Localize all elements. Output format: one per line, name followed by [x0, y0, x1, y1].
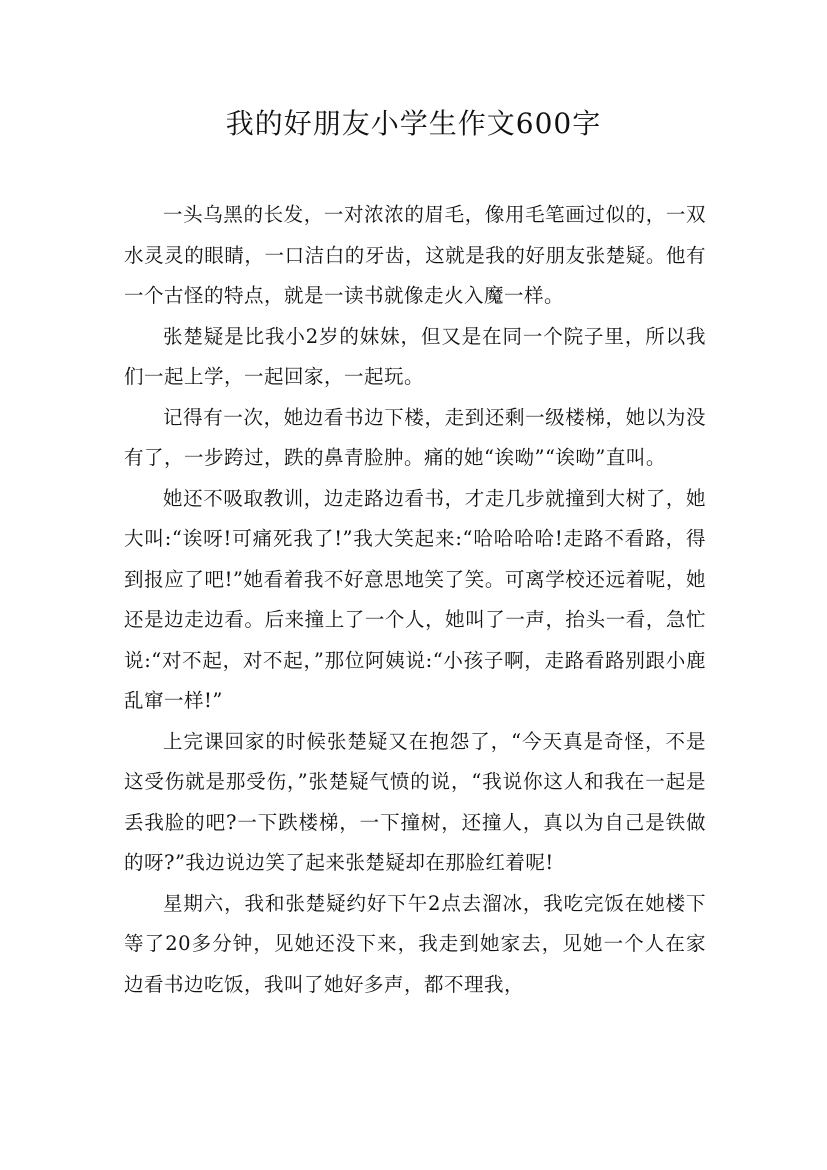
paragraph-6: 星期六，我和张楚疑约好下午2点去溜冰，我吃完饭在她楼下等了20多分钟，见她还没下来，我走到她家去，见她一个人在家边看书边吃饭，我叫了她好多声，都不理我，: [124, 891, 706, 996]
document-title: 我的好朋友小学生作文600字: [225, 107, 602, 140]
paragraph-3: 记得有一次，她边看书边下楼，走到还剩一级楼梯，她以为没有了，一步跨过，跌的鼻青脸肿。痛的她“诶呦”“诶呦”直叫。: [124, 405, 706, 469]
document-body: [124, 195, 706, 1005]
paragraph-1: 一头乌黑的长发，一对浓浓的眉毛，像用毛笔画过似的，一双水灵灵的眼睛，一口洁白的牙齿，这就是我的好朋友张楚疑。他有一个古怪的特点，就是一读书就像走火入魔一样。: [124, 203, 706, 307]
paragraph-2: 张楚疑是比我小2岁的妹妹，但又是在同一个院子里，所以我们一起上学，一起回家，一起玩。: [124, 324, 706, 388]
paragraph-5: 上完课回家的时候张楚疑又在抱怨了，“今天真是奇怪，不是这受伤就是那受伤，”张楚疑气愤的说，“我说你这人和我在一起是丢我脸的吧?一下跌楼梯，一下撞树，还撞人，真以为自己是铁做的呀?”我边说边笑了起来张楚疑却在那脸红着呢!: [124, 729, 706, 874]
paragraph-4: 她还不吸取教训，边走路边看书，才走几步就撞到大树了，她大叫:“诶呀!可痛死我了!”我大笑起来:“哈哈哈哈!走路不看路，得到报应了吧!”她看着我不好意思地笑了笑。可离学校还远着呢，她还是边走边看。后来撞上了一个人，她叫了一声，抬头一看，急忙说:“对不起，对不起，”那位阿姨说:“小孩子啊，走路看路别跟小鹿乱窜一样!”: [124, 486, 706, 712]
